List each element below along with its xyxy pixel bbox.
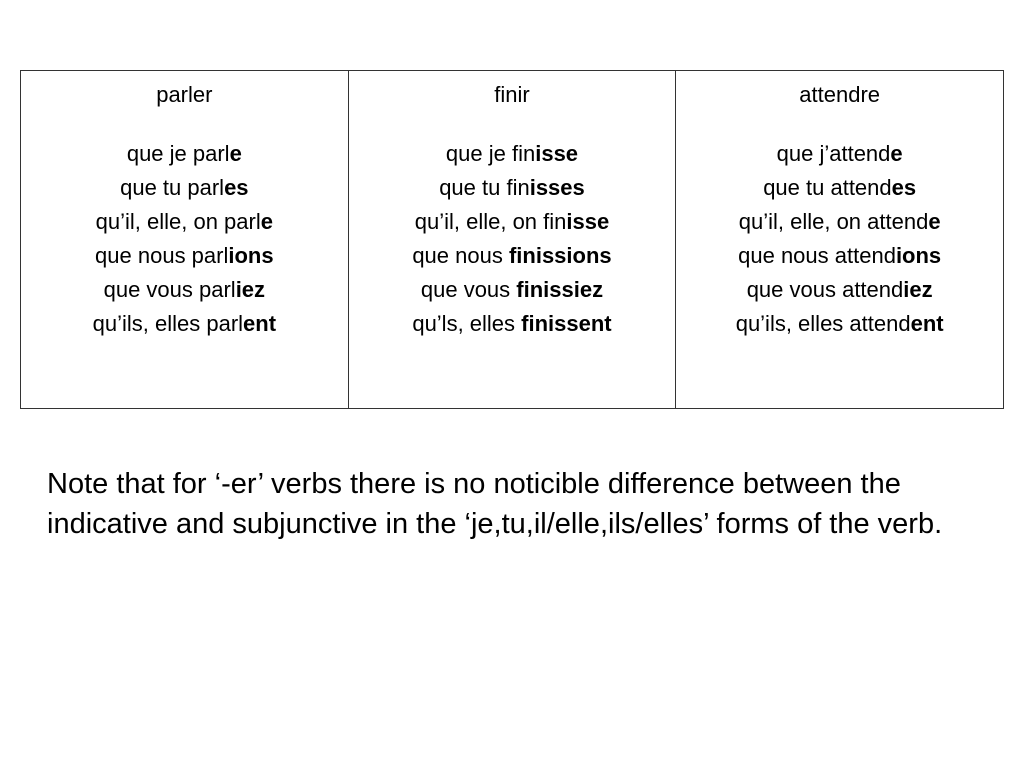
form-stem: qu’ls, elles: [412, 311, 522, 336]
form-stem: que je parl: [126, 141, 230, 166]
verb-column-finir: [348, 71, 676, 409]
form-line: [21, 205, 348, 239]
form-line: [21, 307, 348, 341]
form-stem: que vous: [420, 277, 517, 302]
form-line: [349, 171, 676, 205]
form-stem: que je fin: [445, 141, 536, 166]
form-line: [676, 307, 1003, 341]
form-ending: isse: [566, 209, 610, 234]
form-line: [349, 307, 676, 341]
form-ending: ent: [243, 311, 277, 336]
form-line: [349, 137, 676, 171]
form-line: [349, 273, 676, 307]
form-stem: que tu fin: [439, 175, 530, 200]
form-stem: que tu parl: [120, 175, 225, 200]
form-ending: isse: [535, 141, 579, 166]
form-stem: que nous attend: [738, 243, 896, 268]
table-row: [21, 71, 1004, 409]
form-line: [676, 273, 1003, 307]
form-ending: isses: [529, 175, 585, 200]
form-ending: e: [229, 141, 242, 166]
verb-forms: [676, 137, 1003, 341]
form-ending: iez: [235, 277, 266, 302]
form-ending: ent: [910, 311, 944, 336]
form-line: [21, 171, 348, 205]
verb-name: finir: [494, 82, 530, 107]
form-stem: que tu attend: [763, 175, 892, 200]
form-ending: iez: [903, 277, 933, 302]
form-stem: qu’il, elle, on parl: [95, 209, 261, 234]
form-ending: ions: [228, 243, 274, 268]
form-stem: que nous: [412, 243, 509, 268]
verb-name: attendre: [799, 82, 881, 107]
form-ending: es: [224, 175, 249, 200]
form-ending: finissions: [508, 243, 612, 268]
form-stem: qu’il, elle, on attend: [738, 209, 929, 234]
note-paragraph: Note that for ‘-er’ verbs there is no noticible difference between the indicative and subjunctive in the ‘je,tu,il/elle,ils/elles’ forms of the verb.: [47, 468, 943, 540]
form-line: [349, 205, 676, 239]
form-stem: qu’ils, elles attend: [735, 311, 911, 336]
form-ending: finissiez: [516, 277, 604, 302]
form-line: [21, 137, 348, 171]
verb-column-attendre: [676, 71, 1004, 409]
verb-name: parler: [156, 82, 213, 107]
form-stem: que j’attend: [776, 141, 891, 166]
verb-forms: [349, 137, 676, 341]
form-line: [676, 239, 1003, 273]
form-ending: e: [890, 141, 903, 166]
form-ending: es: [891, 175, 917, 200]
form-line: [676, 137, 1003, 171]
form-stem: qu’il, elle, on fin: [414, 209, 567, 234]
form-ending: ions: [895, 243, 942, 268]
verb-forms: [21, 137, 348, 341]
form-line: [21, 273, 348, 307]
form-line: [676, 171, 1003, 205]
form-stem: que vous parl: [103, 277, 236, 302]
form-line: [349, 239, 676, 273]
conjugation-table: [20, 70, 1004, 409]
form-stem: qu’ils, elles parl: [92, 311, 244, 336]
form-stem: que nous parl: [95, 243, 229, 268]
form-ending: finissent: [521, 311, 612, 336]
form-ending: e: [260, 209, 273, 234]
form-line: [676, 205, 1003, 239]
form-stem: que vous attend: [746, 277, 904, 302]
form-line: [21, 239, 348, 273]
form-ending: e: [928, 209, 941, 234]
verb-column-parler: [21, 71, 349, 409]
